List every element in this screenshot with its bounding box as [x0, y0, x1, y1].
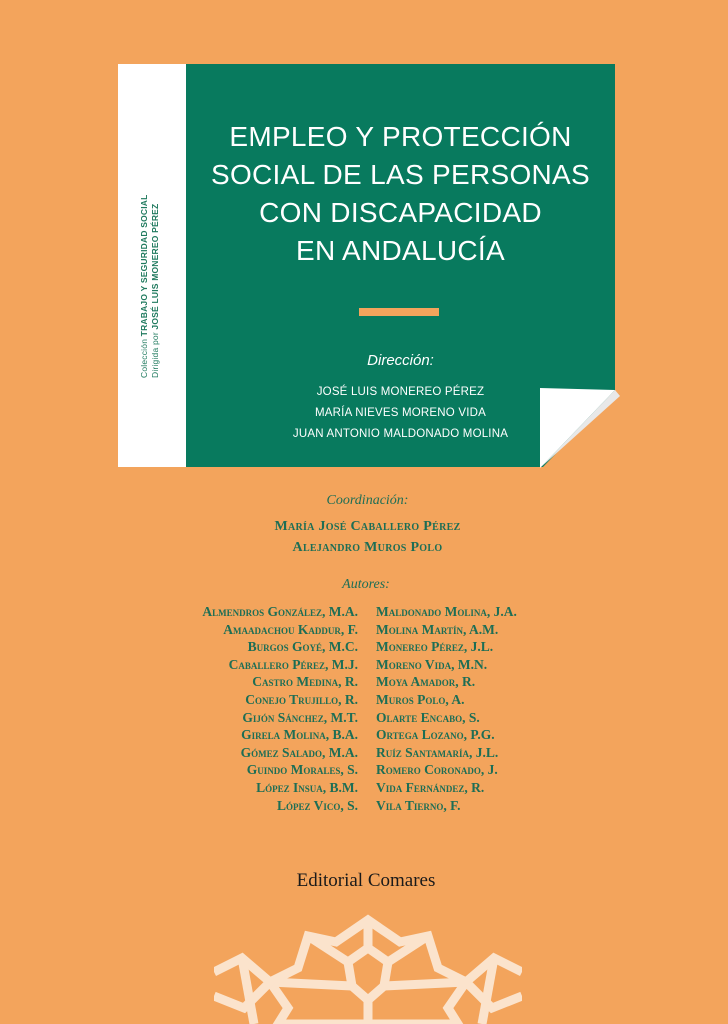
book-title — [186, 118, 615, 270]
author-name: Gómez Salado, M.A. — [240, 744, 358, 760]
author-name: Girela Molina, B.A. — [241, 727, 358, 743]
author-name: Castro Medina, R. — [252, 674, 358, 690]
author-name: Vila Tierno, F. — [376, 797, 461, 813]
spine-collection-text — [139, 148, 161, 378]
title-line: CON DISCAPACIDAD — [259, 197, 542, 228]
author-name: Muros Polo, A. — [376, 691, 465, 707]
author-name: Amaadachou Kaddur, F. — [223, 621, 358, 637]
page-curl-icon — [540, 388, 620, 470]
geometric-ornament-icon — [214, 912, 522, 1024]
spine-collection-name: TRABAJO Y SEGURIDAD SOCIAL — [139, 194, 149, 337]
author-name: Maldonado Molina, J.A. — [376, 604, 517, 619]
author-name: Conejo Trujillo, R. — [245, 691, 358, 707]
author-name: Moya Amador, R. — [376, 674, 476, 690]
author-name: Molina Martín, A.M. — [376, 621, 499, 637]
author-name: Moreno Vida, M.N. — [376, 656, 488, 672]
director-name: MARÍA NIEVES MORENO VIDA — [315, 407, 486, 419]
author-name: Ortega Lozano, P.G. — [376, 727, 495, 743]
author-name: Gijón Sánchez, M.T. — [242, 709, 358, 725]
author-name: López Insua, B.M. — [256, 779, 358, 795]
author-name: Ruíz Santamaría, J.L. — [376, 744, 499, 760]
direccion-label: Dirección: — [367, 352, 434, 369]
author-name: López Vico, S. — [276, 797, 358, 813]
author-name: Burgos Goyé, M.C. — [247, 639, 358, 655]
author-name: Almendros González, M.A. — [202, 604, 358, 619]
coordinacion-label: Coordinación: — [326, 493, 409, 508]
spine-collection-prefix: Colección — [139, 338, 149, 378]
publisher-name: Editorial Comares — [296, 870, 436, 891]
director-name: JUAN ANTONIO MALDONADO MOLINA — [292, 428, 509, 440]
author-name: Guindo Morales, S. — [246, 762, 358, 778]
title-line: SOCIAL DE LAS PERSONAS — [210, 159, 591, 190]
autores-label: Autores: — [342, 577, 390, 592]
coordinator-name: Alejandro Muros Polo — [292, 540, 443, 555]
title-line: EN ANDALUCÍA — [296, 235, 505, 266]
author-name: Vida Fernández, R. — [376, 779, 485, 795]
director-name: JOSÉ LUIS MONEREO PÉREZ — [316, 386, 485, 398]
spine-directed-prefix: Dirigida por — [150, 332, 160, 378]
title-line: EMPLEO Y PROTECCIÓN — [229, 121, 572, 152]
author-name: Olarte Encabo, S. — [376, 709, 480, 725]
author-name: Caballero Pérez, M.J. — [228, 656, 358, 672]
coordinator-name: María José Caballero Pérez — [274, 519, 461, 534]
coordinators-list — [0, 516, 728, 558]
accent-bar — [359, 308, 439, 316]
author-name: Monereo Pérez, J.L. — [376, 639, 494, 655]
authors-left-column — [120, 603, 358, 814]
authors-right-column — [376, 603, 616, 814]
author-name: Romero Coronado, J. — [376, 762, 498, 778]
spine-directed-name: JOSÉ LUIS MONEREO PÉREZ — [150, 203, 160, 330]
